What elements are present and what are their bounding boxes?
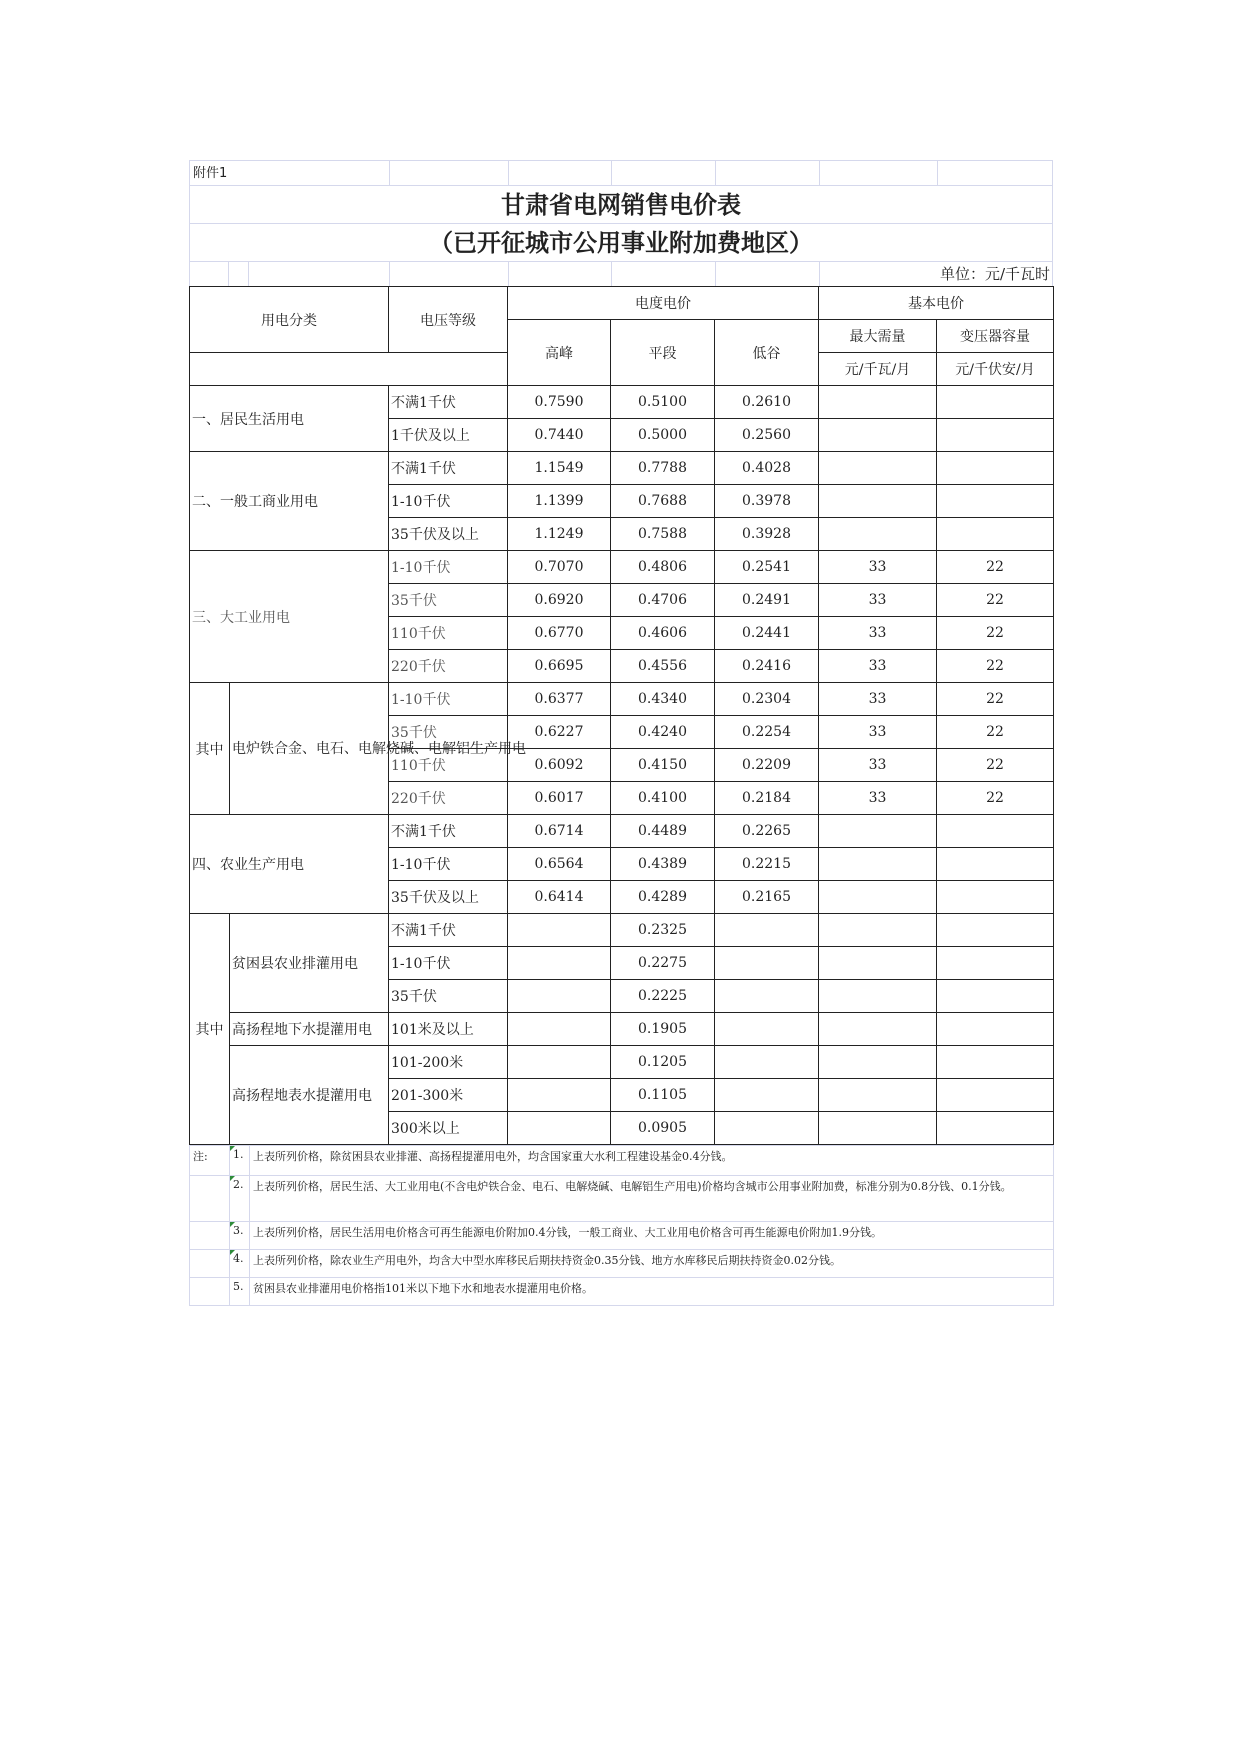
valley-cell: 0.2304	[715, 683, 819, 716]
flat-cell: 0.4489	[611, 815, 715, 848]
transformer-cell	[937, 914, 1054, 947]
peak-cell: 0.6414	[508, 881, 611, 914]
table-row	[190, 551, 1054, 584]
table-row	[190, 1046, 1054, 1079]
peak-cell: 0.6714	[508, 815, 611, 848]
voltage-cell: 110千伏	[389, 617, 508, 650]
page-title: 甘肃省电网销售电价表	[189, 186, 1053, 224]
transformer-cell: 22	[937, 617, 1054, 650]
valley-cell: 0.2416	[715, 650, 819, 683]
note-number: 1.	[230, 1146, 250, 1176]
header-category: 用电分类	[190, 287, 389, 353]
valley-cell: 0.2165	[715, 881, 819, 914]
peak-cell: 0.6092	[508, 749, 611, 782]
max-demand-cell	[819, 815, 937, 848]
voltage-cell: 35千伏	[389, 716, 508, 749]
valley-cell: 0.2215	[715, 848, 819, 881]
transformer-cell	[937, 848, 1054, 881]
notes-label: 注:	[190, 1146, 230, 1176]
max-demand-cell: 33	[819, 749, 937, 782]
note-text: 贫困县农业排灌用电价格指101米以下地下水和地表水提灌用电价格。	[250, 1278, 1054, 1306]
peak-cell: 0.6770	[508, 617, 611, 650]
valley-cell: 0.2184	[715, 782, 819, 815]
table-row	[190, 1013, 1054, 1046]
header-max-demand-unit: 元/千瓦/月	[819, 353, 937, 386]
max-demand-cell	[819, 1013, 937, 1046]
notes-label-empty	[190, 1278, 230, 1306]
voltage-cell: 220千伏	[389, 782, 508, 815]
header-flat: 平段	[611, 320, 715, 386]
grid-line	[508, 262, 509, 286]
note-number: 2.	[230, 1176, 250, 1222]
max-demand-cell	[819, 518, 937, 551]
group-poor-county: 贫困县农业排灌用电	[230, 914, 389, 1013]
max-demand-cell: 33	[819, 650, 937, 683]
table-row	[190, 386, 1054, 419]
grid-line	[228, 262, 229, 286]
transformer-cell	[937, 881, 1054, 914]
note-row	[190, 1222, 1054, 1250]
header-transformer: 变压器容量	[937, 320, 1054, 353]
grid-line	[611, 161, 612, 185]
grid-line	[248, 262, 249, 286]
peak-cell: 0.7440	[508, 419, 611, 452]
flat-cell: 0.4150	[611, 749, 715, 782]
note-text: 上表所列价格，居民生活用电价格含可再生能源电价附加0.4分钱，一般工商业、大工业用电价格含可再生能源电价附加1.9分钱。	[250, 1222, 1054, 1250]
header-row	[190, 287, 1054, 320]
transformer-cell	[937, 518, 1054, 551]
grid-line	[715, 262, 716, 286]
max-demand-cell: 33	[819, 617, 937, 650]
voltage-cell: 201-300米	[389, 1079, 508, 1112]
transformer-cell	[937, 1013, 1054, 1046]
transformer-cell: 22	[937, 584, 1054, 617]
voltage-cell: 1-10千伏	[389, 848, 508, 881]
note-number: 4.	[230, 1250, 250, 1278]
flat-cell: 0.4100	[611, 782, 715, 815]
group-agriculture: 四、农业生产用电	[190, 815, 389, 914]
peak-cell: 1.1549	[508, 452, 611, 485]
transformer-cell	[937, 980, 1054, 1013]
grid-line	[819, 161, 820, 185]
voltage-cell: 300米以上	[389, 1112, 508, 1145]
max-demand-cell: 33	[819, 683, 937, 716]
note-text: 上表所列价格，除农业生产用电外，均含大中型水库移民后期扶持资金0.35分钱、地方水库移民后期扶持资金0.02分钱。	[250, 1250, 1054, 1278]
transformer-cell: 22	[937, 716, 1054, 749]
note-row	[190, 1278, 1054, 1306]
flat-cell: 0.4289	[611, 881, 715, 914]
max-demand-cell	[819, 1112, 937, 1145]
flat-cell: 0.1905	[611, 1013, 715, 1046]
note-row	[190, 1250, 1054, 1278]
price-sheet	[189, 160, 1053, 1306]
peak-cell	[508, 1112, 611, 1145]
max-demand-cell	[819, 419, 937, 452]
group-large-industry: 三、大工业用电	[190, 551, 389, 683]
transformer-cell	[937, 419, 1054, 452]
valley-cell	[715, 1046, 819, 1079]
header-energy-price: 电度电价	[508, 287, 819, 320]
voltage-cell: 101-200米	[389, 1046, 508, 1079]
page-subtitle: （已开征城市公用事业附加费地区）	[189, 224, 1053, 262]
max-demand-cell: 33	[819, 782, 937, 815]
valley-cell	[715, 1079, 819, 1112]
flat-cell: 0.7588	[611, 518, 715, 551]
valley-cell: 0.2441	[715, 617, 819, 650]
header-valley: 低谷	[715, 320, 819, 386]
voltage-cell: 35千伏及以上	[389, 518, 508, 551]
group-residential: 一、居民生活用电	[190, 386, 389, 452]
peak-cell: 0.6695	[508, 650, 611, 683]
grid-line	[389, 161, 390, 185]
note-text: 上表所列价格，居民生活、大工业用电(不含电炉铁合金、电石、电解烧碱、电解铝生产用电)价格均含城市公用事业附加费，标准分别为0.8分钱、0.1分钱。	[250, 1176, 1054, 1222]
max-demand-cell	[819, 1046, 937, 1079]
max-demand-cell	[819, 485, 937, 518]
voltage-cell: 101米及以上	[389, 1013, 508, 1046]
note-row	[190, 1176, 1054, 1222]
group-groundwater: 高扬程地下水提灌用电	[230, 1013, 389, 1046]
valley-cell	[715, 914, 819, 947]
valley-cell: 0.4028	[715, 452, 819, 485]
flat-cell: 0.4240	[611, 716, 715, 749]
note-number: 5.	[230, 1278, 250, 1306]
notes-label-empty	[190, 1176, 230, 1222]
flat-cell: 0.5000	[611, 419, 715, 452]
grid-line	[819, 262, 820, 286]
valley-cell	[715, 1013, 819, 1046]
max-demand-cell	[819, 386, 937, 419]
voltage-cell: 不满1千伏	[389, 914, 508, 947]
voltage-cell: 35千伏	[389, 980, 508, 1013]
flat-cell: 0.4806	[611, 551, 715, 584]
header-voltage: 电压等级	[389, 287, 508, 353]
grid-line	[715, 161, 716, 185]
grid-line	[508, 161, 509, 185]
flat-cell: 0.2275	[611, 947, 715, 980]
voltage-cell: 35千伏	[389, 584, 508, 617]
voltage-cell: 不满1千伏	[389, 815, 508, 848]
notes-label-empty	[190, 1222, 230, 1250]
max-demand-cell	[819, 914, 937, 947]
table-row	[190, 452, 1054, 485]
transformer-cell	[937, 1112, 1054, 1145]
max-demand-cell: 33	[819, 551, 937, 584]
attachment-label: 附件1	[193, 166, 228, 181]
voltage-cell: 1-10千伏	[389, 947, 508, 980]
transformer-cell	[937, 815, 1054, 848]
peak-cell	[508, 914, 611, 947]
max-demand-cell	[819, 452, 937, 485]
flat-cell: 0.7788	[611, 452, 715, 485]
unit-row	[189, 262, 1053, 286]
valley-cell	[715, 1112, 819, 1145]
header-transformer-unit: 元/千伏安/月	[937, 353, 1054, 386]
valley-cell: 0.3978	[715, 485, 819, 518]
notes-label-empty	[190, 1250, 230, 1278]
max-demand-cell	[819, 848, 937, 881]
valley-cell	[715, 980, 819, 1013]
unit-label: 单位：元/千瓦时	[939, 265, 1050, 283]
header-peak: 高峰	[508, 320, 611, 386]
peak-cell: 0.6017	[508, 782, 611, 815]
max-demand-cell: 33	[819, 584, 937, 617]
voltage-cell: 1-10千伏	[389, 683, 508, 716]
price-table	[189, 286, 1054, 1145]
peak-cell: 0.7590	[508, 386, 611, 419]
voltage-cell: 35千伏及以上	[389, 881, 508, 914]
transformer-cell: 22	[937, 551, 1054, 584]
peak-cell: 0.7070	[508, 551, 611, 584]
voltage-cell: 1千伏及以上	[389, 419, 508, 452]
peak-cell: 1.1399	[508, 485, 611, 518]
group-surface-water: 高扬程地表水提灌用电	[230, 1046, 389, 1145]
group-ferroalloy: 电炉铁合金、电石、电解烧碱、电解铝生产用电	[230, 683, 389, 815]
valley-cell: 0.2209	[715, 749, 819, 782]
transformer-cell: 22	[937, 782, 1054, 815]
flat-cell: 0.0905	[611, 1112, 715, 1145]
voltage-cell: 不满1千伏	[389, 386, 508, 419]
peak-cell	[508, 1013, 611, 1046]
transformer-cell	[937, 386, 1054, 419]
peak-cell: 1.1249	[508, 518, 611, 551]
transformer-cell: 22	[937, 749, 1054, 782]
flat-cell: 0.4389	[611, 848, 715, 881]
voltage-cell: 1-10千伏	[389, 485, 508, 518]
voltage-cell: 110千伏	[389, 749, 508, 782]
flat-cell: 0.4556	[611, 650, 715, 683]
transformer-cell	[937, 1046, 1054, 1079]
transformer-cell: 22	[937, 650, 1054, 683]
valley-cell: 0.2541	[715, 551, 819, 584]
header-basic-price: 基本电价	[819, 287, 1054, 320]
table-row	[190, 914, 1054, 947]
valley-cell: 0.3928	[715, 518, 819, 551]
note-text: 上表所列价格，除贫困县农业排灌、高扬程提灌用电外，均含国家重大水利工程建设基金0.4分钱。	[250, 1146, 1054, 1176]
group-among: 其中	[190, 683, 230, 815]
max-demand-cell	[819, 980, 937, 1013]
valley-cell: 0.2560	[715, 419, 819, 452]
flat-cell: 0.4340	[611, 683, 715, 716]
valley-cell	[715, 947, 819, 980]
peak-cell: 0.6377	[508, 683, 611, 716]
flat-cell: 0.4706	[611, 584, 715, 617]
peak-cell: 0.6564	[508, 848, 611, 881]
transformer-cell: 22	[937, 683, 1054, 716]
flat-cell: 0.1205	[611, 1046, 715, 1079]
voltage-cell: 不满1千伏	[389, 452, 508, 485]
valley-cell: 0.2265	[715, 815, 819, 848]
flat-cell: 0.5100	[611, 386, 715, 419]
header-spacer	[190, 353, 508, 386]
notes-table	[189, 1145, 1054, 1306]
max-demand-cell	[819, 881, 937, 914]
peak-cell: 0.6920	[508, 584, 611, 617]
table-row	[190, 815, 1054, 848]
transformer-cell	[937, 452, 1054, 485]
flat-cell: 0.2225	[611, 980, 715, 1013]
max-demand-cell: 33	[819, 716, 937, 749]
peak-cell	[508, 1046, 611, 1079]
note-row	[190, 1146, 1054, 1176]
group-commercial: 二、一般工商业用电	[190, 452, 389, 551]
group-among-2: 其中	[190, 914, 230, 1145]
transformer-cell	[937, 947, 1054, 980]
attachment-label-row	[189, 160, 1053, 186]
peak-cell	[508, 980, 611, 1013]
valley-cell: 0.2254	[715, 716, 819, 749]
grid-line	[611, 262, 612, 286]
voltage-cell: 1-10千伏	[389, 551, 508, 584]
grid-line	[389, 262, 390, 286]
grid-line	[937, 161, 938, 185]
transformer-cell	[937, 485, 1054, 518]
max-demand-cell	[819, 1079, 937, 1112]
max-demand-cell	[819, 947, 937, 980]
valley-cell: 0.2491	[715, 584, 819, 617]
voltage-cell: 220千伏	[389, 650, 508, 683]
peak-cell	[508, 1079, 611, 1112]
flat-cell: 0.7688	[611, 485, 715, 518]
transformer-cell	[937, 1079, 1054, 1112]
peak-cell	[508, 947, 611, 980]
note-number: 3.	[230, 1222, 250, 1250]
table-row	[190, 683, 1054, 716]
header-max-demand: 最大需量	[819, 320, 937, 353]
valley-cell: 0.2610	[715, 386, 819, 419]
flat-cell: 0.4606	[611, 617, 715, 650]
flat-cell: 0.2325	[611, 914, 715, 947]
peak-cell: 0.6227	[508, 716, 611, 749]
flat-cell: 0.1105	[611, 1079, 715, 1112]
